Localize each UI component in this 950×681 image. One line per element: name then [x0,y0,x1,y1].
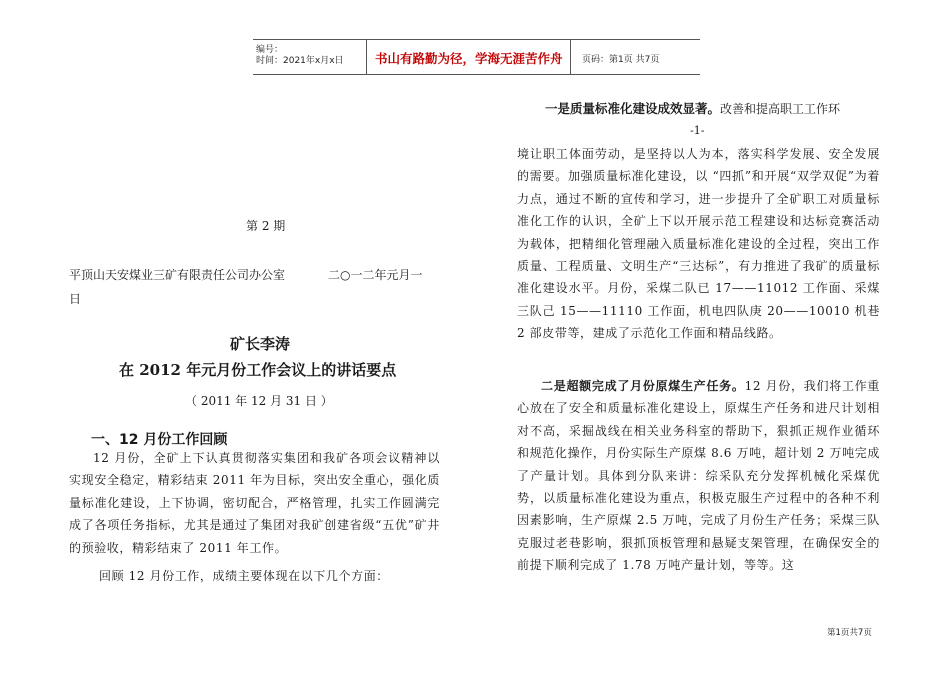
page-footer: 第1页共7页 [827,628,872,638]
header-page-cell [570,40,700,74]
organization-name: 平顶山天安煤业三矿有限责任公司办公室 [69,268,286,282]
header-meta-cell [253,40,366,74]
number-label: 编号： [256,45,284,55]
organization-date: 二○一二年元月一 [328,268,423,282]
document-title-line2: 在 2012 年元月份工作会议上的讲话要点 [119,361,397,379]
right-paragraph-2 [517,375,880,577]
document-title-line1: 矿长李涛 [229,335,290,353]
motto: 书山有路勤为径，学海无涯苦作舟 [375,51,563,66]
document-header [253,39,700,75]
quality-heading: 一是质量标准化建设成效显著。 [545,101,721,116]
page-marker: -1- [690,124,705,137]
speech-date: （ 2011 年 12 月 31 日 ） [185,394,333,408]
production-text: 12 月份，我们将工作重心放在了安全和质量标准化建设上，原煤生产任务和进尺计划相对不高，采掘战线在相关业务科室的帮助下，狠抓正规作业循环和规范化操作，月份实际生产原煤 8.6 万吨，超计划 2 万吨完成了产量计划。具体到分队来讲：综采队充分发挥机械化采煤优势，以质量标准化建设为重点，积极克服生产过程中的各种不利因素影响，生产原煤 2.5 万吨，完成了月份生产任务；采煤三队克服过老巷影响，狠抓顶板管理和悬疑支架管理，在确保安全的前提下顺利完成了 1.78 万吨产量计划，等等。这 [517,379,880,573]
left-paragraph-1: 12 月份，全矿上下认真贯彻落实集团和我矿各项会议精神以实现安全稳定，精彩结束 2011 年为目标，突出安全重心，强化质量标准化建设，上下协调，密切配合，严格管理，扎实工作圆满完成了各项任务指标，尤其是通过了集团对我矿创建省级“五优”矿井的预验收，精彩结束了 2011 年工作。 [69,451,440,555]
time-label: 时间：2021年x月x日 [256,56,344,66]
header-motto-cell [366,40,571,74]
right-heading-line [545,99,840,117]
page-label: 页码：第1页 共7页 [582,55,660,65]
section-heading: 一、12 月份工作回顾 [91,432,228,448]
issue-number: 第 2 期 [246,219,286,233]
right-paragraph-1: 境让职工体面劳动，是坚持以人为本，落实科学发展、安全发展的需要。加强质量标准化建设，以 “四抓”和开展“双学双促”为着力点，通过不断的宣传和学习，进一步提升了全矿职工对质量标准化工作的认识，全矿上下以开展示范工程建设和达标竞赛活动为载体，把精细化管理融入质量标准化建设的全过程，突出工作质量、工程质量、文明生产“三达标”，有力推进了我矿的质量标准化建设水平。月份，采煤二队已 17——11012 工作面、采煤三队己 15——11110 工作面，机电四队庚 20——10010 机巷 2 部皮带等，建成了示范化工作面和精品线路。 [517,147,880,341]
organization-date-day: 日 [69,292,82,306]
quality-heading-text: 改善和提高职工工作环 [720,102,841,116]
production-heading: 二是超额完成了月份原煤生产任务。 [541,379,745,393]
left-paragraph-2: 回顾 12 月份工作，成绩主要体现在以下几个方面： [99,569,389,583]
